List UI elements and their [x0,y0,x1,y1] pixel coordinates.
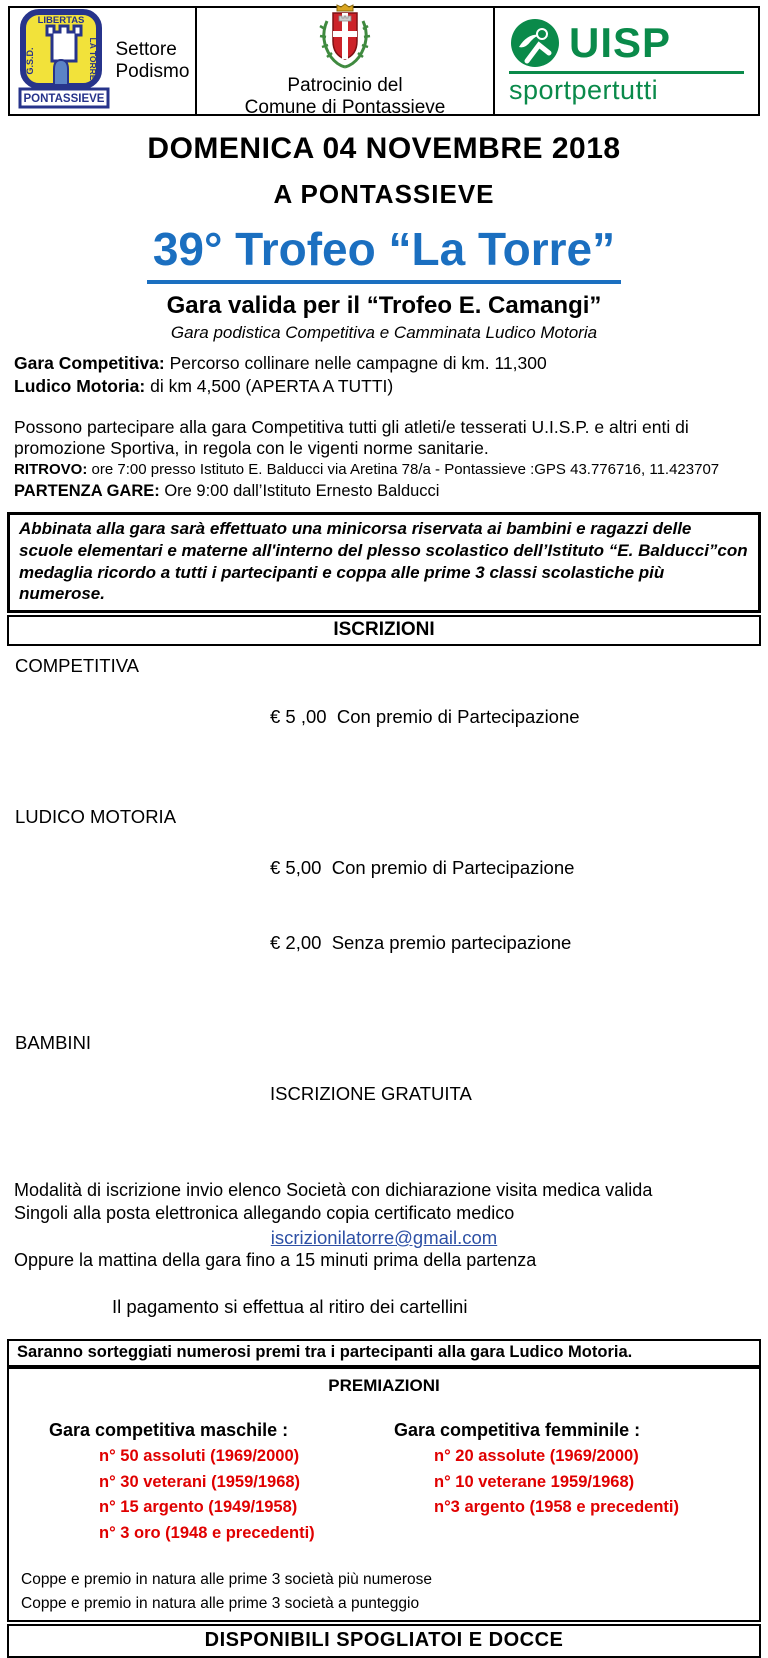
partenza-line [14,481,754,502]
premi-item: n°3 argento (1958 e precedenti) [434,1498,680,1517]
premi-item: n° 30 veterani (1959/1968) [99,1472,301,1491]
premi-item: n° 20 assolute (1969/2000) [434,1447,639,1466]
fee-label: BAMBINI [15,1031,92,1053]
coppe-line1: Coppe e premio in natura alle prime 3 società più numerose [21,1571,432,1589]
course-ludico-line [14,375,754,398]
course-competitiva-line [14,352,754,375]
uisp-runner-icon [509,17,561,69]
header-cell-comune [197,8,495,118]
coppe-lines [21,1568,759,1615]
fee-line: € 5 ,00 Con premio di Partecipazione [270,706,580,728]
tower-door-icon [54,60,68,85]
participation-intro: Possono partecipare alla gara Competitiva tutti gli atleti/e tesserati U.I.S.P. e altri enti di promozione Sportiva, in regola con le vigenti norme sanitarie. [14,416,689,459]
tower-icon [47,26,81,61]
iscrizioni-section-title: ISCRIZIONI [7,615,761,646]
patrocinio-line1: Patrocinio del [287,75,403,97]
settore-podismo-caption: Settore Podismo [115,39,190,82]
event-date-heading: DOMENICA 04 NOVEMBRE 2018 [147,132,621,165]
fee-line: € 2,00 Senza premio partecipazione [270,931,572,953]
partenza-text: Ore 9:00 dall’Istituto Ernesto Balducci [159,481,440,500]
spogliatoi-footer-box: DISPONIBILI SPOGLIATOI E DOCCE [7,1624,761,1658]
patrocinio-caption [245,75,446,119]
premi-maschile-column [49,1420,349,1546]
club-la-torre-logo [18,9,110,113]
event-subtitle: Gara valida per il “Trofeo E. Camangi” [166,292,602,319]
course-competitiva-text: Percorso collinare nelle campagne di km. 11,300 [164,353,547,373]
fee-row-ludico-motoria [15,806,768,1006]
modalita-paragraph [14,1179,754,1227]
participation-paragraph [14,417,754,502]
premi-item: n° 15 argento (1949/1958) [99,1498,298,1517]
header-table [8,6,760,116]
fee-label: LUDICO MOTORIA [15,805,177,827]
premi-femminile-column [394,1420,679,1546]
premi-femminile-title: Gara competitiva femminile : [394,1420,641,1441]
flyer-page [0,6,768,1651]
premiazioni-section-title: PREMIAZIONI [328,1376,440,1396]
fee-label: COMPETITIVA [15,655,140,677]
fee-row-competitiva [15,655,768,780]
premiazioni-box [7,1367,761,1622]
event-subtitle-italic: Gara podistica Competitiva e Camminata Ludico Motoria [170,323,598,342]
fee-line: € 5,00 Con premio di Partecipazione [270,856,575,878]
ritrovo-label: RITROVO: [14,461,88,479]
premi-maschile-title: Gara competitiva maschile : [49,1420,289,1441]
uisp-logo [509,17,744,106]
uisp-divider [509,71,744,74]
course-ludico-label: Ludico Motoria: [14,375,146,396]
course-info [14,352,754,398]
course-competitiva-label: Gara Competitiva: [14,353,165,373]
minicorsa-notice-box: Abbinata alla gara sarà effettuato una minicorsa riservata ai bambini e ragazzi delle scuole elementari e materne all'interno del plesso scolastico dell’Istituto “E. Balducci”con medaglia ricordo a tutti i partecipanti e coppa alle prime 3 classi scolastiche più numerose. [7,512,761,613]
sorteggio-notice-box: Saranno sorteggiati numerosi premi tra i partecipanti alla gara Ludico Motoria. [7,1339,761,1367]
fee-line: ISCRIZIONE GRATUITA [270,1082,472,1104]
modalita-line2: Singoli alla posta elettronica allegando copia certificato medico [14,1203,515,1224]
event-place-heading: A PONTASSIEVE [273,179,495,209]
email-line [0,1227,768,1249]
uisp-tagline: sportpertutti [509,74,659,105]
course-ludico-text: di km 4,500 (APERTA A TUTTI) [145,375,394,396]
comune-crest-icon [313,3,377,73]
partenza-label: PARTENZA GARE: [14,481,160,500]
ritrovo-text: ore 7:00 presso Istituto E. Balducci via Aretina 78/a - Pontassieve :GPS 43.776716, 11.423707 [87,461,720,479]
oppure-line: Oppure la mattina della gara fino a 15 minuti prima della partenza [14,1250,537,1271]
logo-text-right: LA TORRE [87,37,98,81]
pagamento-line: Il pagamento si effettua al ritiro dei cartellini [112,1296,468,1318]
logo-text-left: G.S.D. [24,47,35,75]
header-cell-club [10,8,197,114]
coppe-line2: Coppe e premio in natura alle prime 3 società a punteggio [21,1594,420,1612]
fee-row-bambini [15,1032,768,1157]
email-link[interactable]: iscrizionilatorre@gmail.com [270,1227,498,1249]
patrocinio-line2: Comune di Pontassieve [244,97,446,118]
event-main-title: 39° Trofeo “La Torre” [147,222,621,284]
uisp-wordmark: UISP [569,18,672,66]
modalita-line1: Modalità di iscrizione invio elenco Società con dichiarazione visita medica valida [14,1179,653,1200]
ritrovo-line [14,460,754,480]
header-cell-uisp [495,8,758,114]
premi-item: n° 3 oro (1948 e precedenti) [99,1523,315,1542]
premi-item: n° 50 assoluti (1969/2000) [99,1447,300,1466]
logo-text-bottom: PONTASSIEVE [23,93,104,105]
premi-item: n° 10 veterane 1959/1968) [434,1472,635,1491]
logo-text-top: LIBERTAS [37,15,84,26]
